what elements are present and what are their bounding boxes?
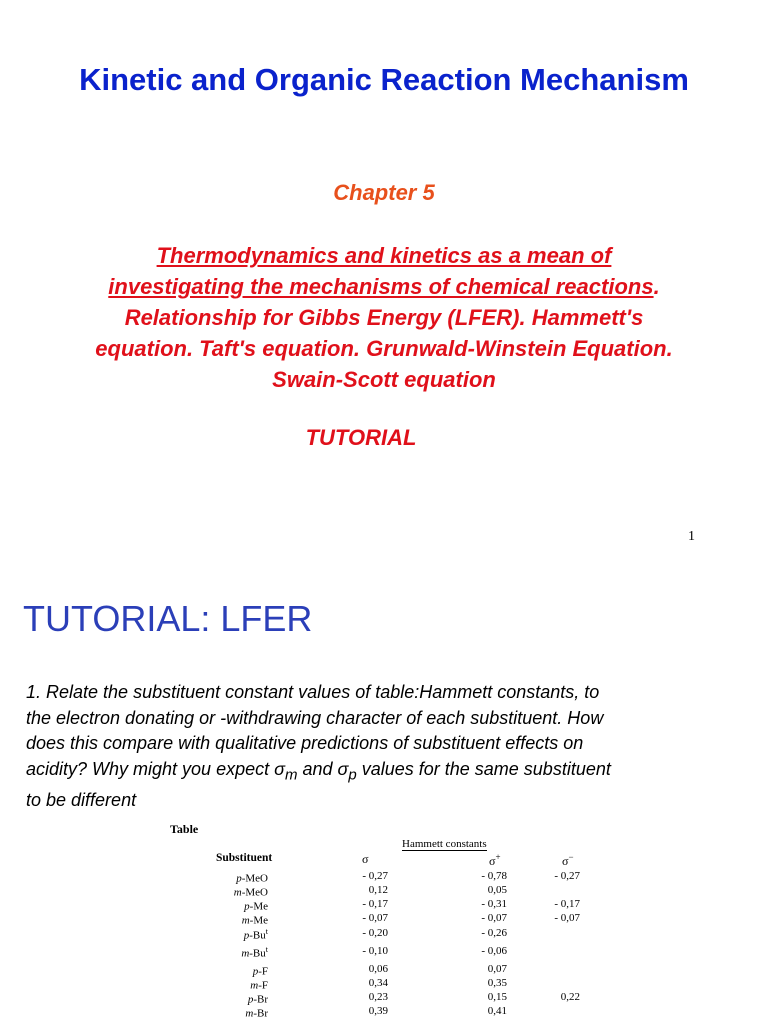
sigma-cell: - 0,17 (362, 898, 388, 910)
sigma-plus-cell: 0,41 (487, 1005, 507, 1017)
substituent-cell (244, 898, 268, 913)
subtitle-line-1 (0, 240, 768, 271)
sigma-plus-cell: - 0,26 (481, 927, 507, 939)
table-row (0, 912, 768, 926)
position-prefix: p (247, 993, 254, 1006)
sigma-cell: 0,34 (368, 977, 388, 989)
group-name: -Me (249, 900, 268, 913)
subtitle-line-3: Relationship for Gibbs Energy (LFER). Hammett's (124, 305, 644, 330)
group-name: -Br (253, 1007, 268, 1020)
group-superscript: t (265, 927, 268, 936)
chapter-subtitle (0, 240, 768, 395)
group-name: -F (258, 979, 268, 992)
question-line-4-b: values for the same substituent (356, 758, 611, 779)
question-and: and (297, 758, 338, 779)
col-sigma-minus-header (562, 852, 574, 869)
table-row (0, 870, 768, 884)
group-name: -MeO (241, 886, 268, 899)
tutorial-label: TUTORIAL (305, 425, 417, 450)
sigma-m-subscript: m (284, 766, 298, 784)
group-superscript: t (265, 945, 268, 954)
substituent-cell (248, 991, 268, 1006)
subtitle-underlined-1: Thermodynamics and kinetics as a mean of (156, 243, 612, 268)
substituent-cell (242, 912, 268, 927)
sigma-plus-cell: 0,15 (487, 991, 507, 1003)
question-line-4-a: acidity? Why might you expect (26, 758, 275, 779)
group-name: -Bu (249, 929, 266, 942)
tutorial-heading: TUTORIAL: LFER (23, 598, 313, 639)
sigma-plus-cell: - 0,78 (481, 870, 507, 882)
sigma-plus-cell: 0,05 (487, 884, 507, 896)
table-row (0, 977, 768, 991)
col-substituent-header: Substituent (216, 852, 273, 864)
sigma-cell: 0,39 (368, 1005, 388, 1017)
table-row (0, 945, 768, 959)
substituent-cell (236, 870, 268, 885)
sigma-cell: 0,12 (368, 884, 388, 896)
substituent-cell (250, 977, 268, 992)
sigma-plus-cell: - 0,06 (481, 945, 507, 957)
table-row (0, 927, 768, 941)
table-row (0, 991, 768, 1005)
question-text (26, 680, 756, 813)
sigma-cell: - 0,10 (362, 945, 388, 957)
sigma-plus-cell: - 0,07 (481, 912, 507, 924)
chapter-label: Chapter 5 (333, 180, 435, 205)
sigma-minus-cell: - 0,27 (554, 870, 580, 882)
position-prefix: m (245, 1007, 254, 1020)
group-name: -Bu (249, 947, 266, 960)
table-row (0, 1005, 768, 1019)
group-name: -Me (249, 914, 268, 927)
sigma-minus-symbol: σ (562, 854, 569, 868)
position-prefix: p (243, 929, 250, 942)
group-name: -Br (253, 993, 268, 1006)
subtitle-line-5: Swain-Scott equation (272, 367, 496, 392)
sigma-plus-symbol: σ (489, 854, 496, 868)
group-name: -MeO (241, 872, 268, 885)
table-row (0, 898, 768, 912)
minus-sup: − (568, 852, 574, 862)
position-prefix: p (244, 900, 250, 913)
plus-sup: + (495, 852, 501, 862)
question-line-4 (26, 757, 756, 788)
sigma-minus-cell: - 0,17 (554, 898, 580, 910)
sigma-cell: - 0,20 (362, 927, 388, 939)
page-title: Kinetic and Organic Reaction Mechanism (79, 62, 689, 97)
subtitle-underlined-2: investigating the mechanisms of chemical reactions (108, 274, 654, 299)
position-prefix: m (233, 886, 242, 899)
col-sigma-header: σ (362, 852, 369, 866)
position-prefix: m (241, 947, 250, 960)
sigma-symbol: σ (337, 758, 349, 779)
question-line-1: 1. Relate the substituent constant values of table:Hammett constants, to (26, 682, 600, 702)
position-prefix: p (252, 965, 259, 978)
subtitle-period: . (653, 274, 660, 299)
sigma-cell: - 0,27 (362, 870, 388, 882)
question-line-2: the electron donating or -withdrawing character of each substituent. How (26, 707, 604, 728)
sigma-cell: 0,06 (368, 963, 388, 975)
table-caption: Table (170, 822, 199, 836)
substituent-cell (234, 884, 268, 899)
col-sigma-plus-header (489, 852, 501, 869)
slide-tutorial (0, 570, 768, 1024)
page-number: 1 (688, 529, 695, 544)
sigma-symbol: σ (274, 758, 285, 779)
sigma-p-subscript: p (348, 766, 357, 784)
group-name: -F (258, 965, 268, 978)
table-row (0, 963, 768, 977)
substituent-cell (253, 963, 268, 978)
sigma-cell: 0,23 (368, 991, 388, 1003)
substituent-cell (245, 1005, 268, 1020)
subtitle-line-4: equation. Taft's equation. Grunwald-Winstein Equation. (95, 336, 673, 361)
sigma-plus-cell: 0,35 (487, 977, 507, 989)
question-line-3: does this compare with qualitative predictions of substituent effects on (26, 733, 584, 753)
substituent-cell (241, 945, 268, 960)
subtitle-line-2 (0, 271, 768, 302)
substituent-cell (244, 927, 268, 942)
sigma-plus-cell: 0,07 (487, 963, 507, 975)
sigma-minus-cell: 0,22 (560, 991, 580, 1003)
question-line-5: to be different (26, 789, 137, 810)
sigma-cell: - 0,07 (362, 912, 388, 924)
hammett-group-header: Hammett constants (402, 838, 487, 850)
table-row (0, 884, 768, 898)
position-prefix: p (236, 872, 242, 885)
position-prefix: m (241, 914, 250, 927)
position-prefix: m (250, 979, 259, 992)
sigma-plus-cell: - 0,31 (481, 898, 507, 910)
sigma-minus-cell: - 0,07 (554, 912, 580, 924)
